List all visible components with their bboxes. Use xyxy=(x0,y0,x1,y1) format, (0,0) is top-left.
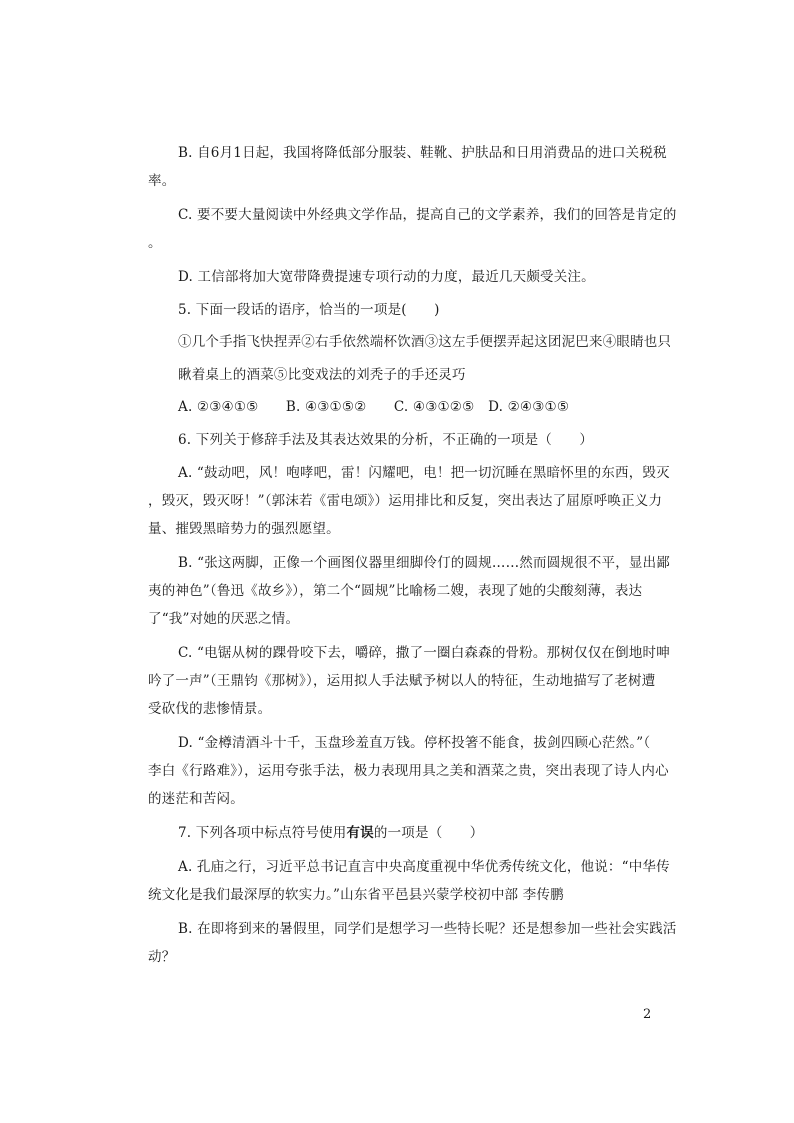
q6-option-a-line-2: ，毁灭，毁灭呀！”（郭沫若《雷电颂》）运用排比和反复，突出表达了屈原呼唤正义力 xyxy=(148,493,663,509)
question-7-prefix: 7. 下列各项中标点符号使用 xyxy=(178,825,347,841)
q6-option-b-line-2: 夷的神色”（鲁迅《故乡》），第二个“圆规”比喻杨二嫂，表现了她的尖酸刻薄，表达 xyxy=(148,583,643,599)
q6-option-a-line-3: 量、摧毁黑暗势力的强烈愿望。 xyxy=(148,521,340,537)
question-6-title: 6. 下列关于修辞手法及其表达效果的分析，不正确的一项是（ ） xyxy=(178,432,594,448)
option-b-line-2: 率。 xyxy=(148,173,176,189)
question-7-suffix: 的一项是（ ） xyxy=(373,825,484,841)
question-5-title: 5. 下面一段话的语序，恰当的一项是( ) xyxy=(178,302,440,318)
page-number: 2 xyxy=(643,1007,652,1022)
question-5-options: A. ②③④①⑤ B. ④③①⑤② C. ④③①②⑤ D. ②④③①⑤ xyxy=(178,399,570,415)
q7-option-b-line-1: B. 在即将到来的暑假里，同学们是想学习一些特长呢？还是想参加一些社会实践活 xyxy=(178,921,677,937)
question-5-sentence-2: 瞅着桌上的酒菜⑤比变戏法的刘秃子的手还灵巧 xyxy=(178,367,466,383)
q6-option-d-line-2: 李白《行路难》），运用夸张手法，极力表现用具之美和酒菜之贵，突出表现了诗人内心 xyxy=(148,763,669,779)
q6-option-c-line-2: 吟了一声”（王鼎钧《那树》），运用拟人手法赋予树以人的特征，生动地描写了老树遭 xyxy=(148,673,656,689)
question-5-sentence-1: ①几个手指飞快捏弄②右手依然端杯饮酒③这左手便摆弄起这团泥巴来④眼睛也只 xyxy=(178,334,672,350)
option-c-line-1: C. 要不要大量阅读中外经典文学作品，提高自己的文学素养，我们的回答是肯定的 xyxy=(178,207,677,223)
question-7-title xyxy=(178,824,698,842)
q6-option-c-line-3: 受砍伐的悲惨情景。 xyxy=(148,701,272,717)
q7-option-a-line-2: 统文化是我们最深厚的软实力。”山东省平邑县兴蒙学校初中部 李传鹏 xyxy=(148,887,564,903)
option-d-line-1: D. 工信部将加大宽带降费提速专项行动的力度，最近几天颇受关注。 xyxy=(178,269,595,285)
q6-option-c-line-1: C. “电锯从树的踝骨咬下去，嚼碎，撒了一圈白森森的骨粉。那树仅仅在倒地时呻 xyxy=(178,645,670,661)
option-b-line-1: B. 自6月1日起，我国将降低部分服装、鞋靴、护肤品和日用消费品的进口关税税 xyxy=(178,145,667,161)
question-7-emphasis: 有误 xyxy=(346,825,374,841)
q7-option-a-line-1: A. 孔庙之行，习近平总书记直言中央高度重视中华优秀传统文化，他说：“中华传 xyxy=(178,859,670,875)
q6-option-d-line-1: D. “金樽清酒斗十千，玉盘珍羞直万钱。停杯投箸不能食，拔剑四顾心茫然。”（ xyxy=(178,735,651,751)
q7-option-b-line-2: 动？ xyxy=(148,949,176,965)
q6-option-a-line-1: A. “鼓动吧，风！咆哮吧，雷！闪耀吧，电！把一切沉睡在黑暗怀里的东西，毁灭 xyxy=(178,465,670,481)
q6-option-d-line-3: 的迷茫和苦闷。 xyxy=(148,791,244,807)
q6-option-b-line-1: B. “张这两脚，正像一个画图仪器里细脚伶仃的圆规……然而圆规很不平，显出鄙 xyxy=(178,555,671,571)
option-c-line-2: 。 xyxy=(148,235,162,251)
q6-option-b-line-3: 了“我”对她的厌恶之情。 xyxy=(148,611,300,627)
